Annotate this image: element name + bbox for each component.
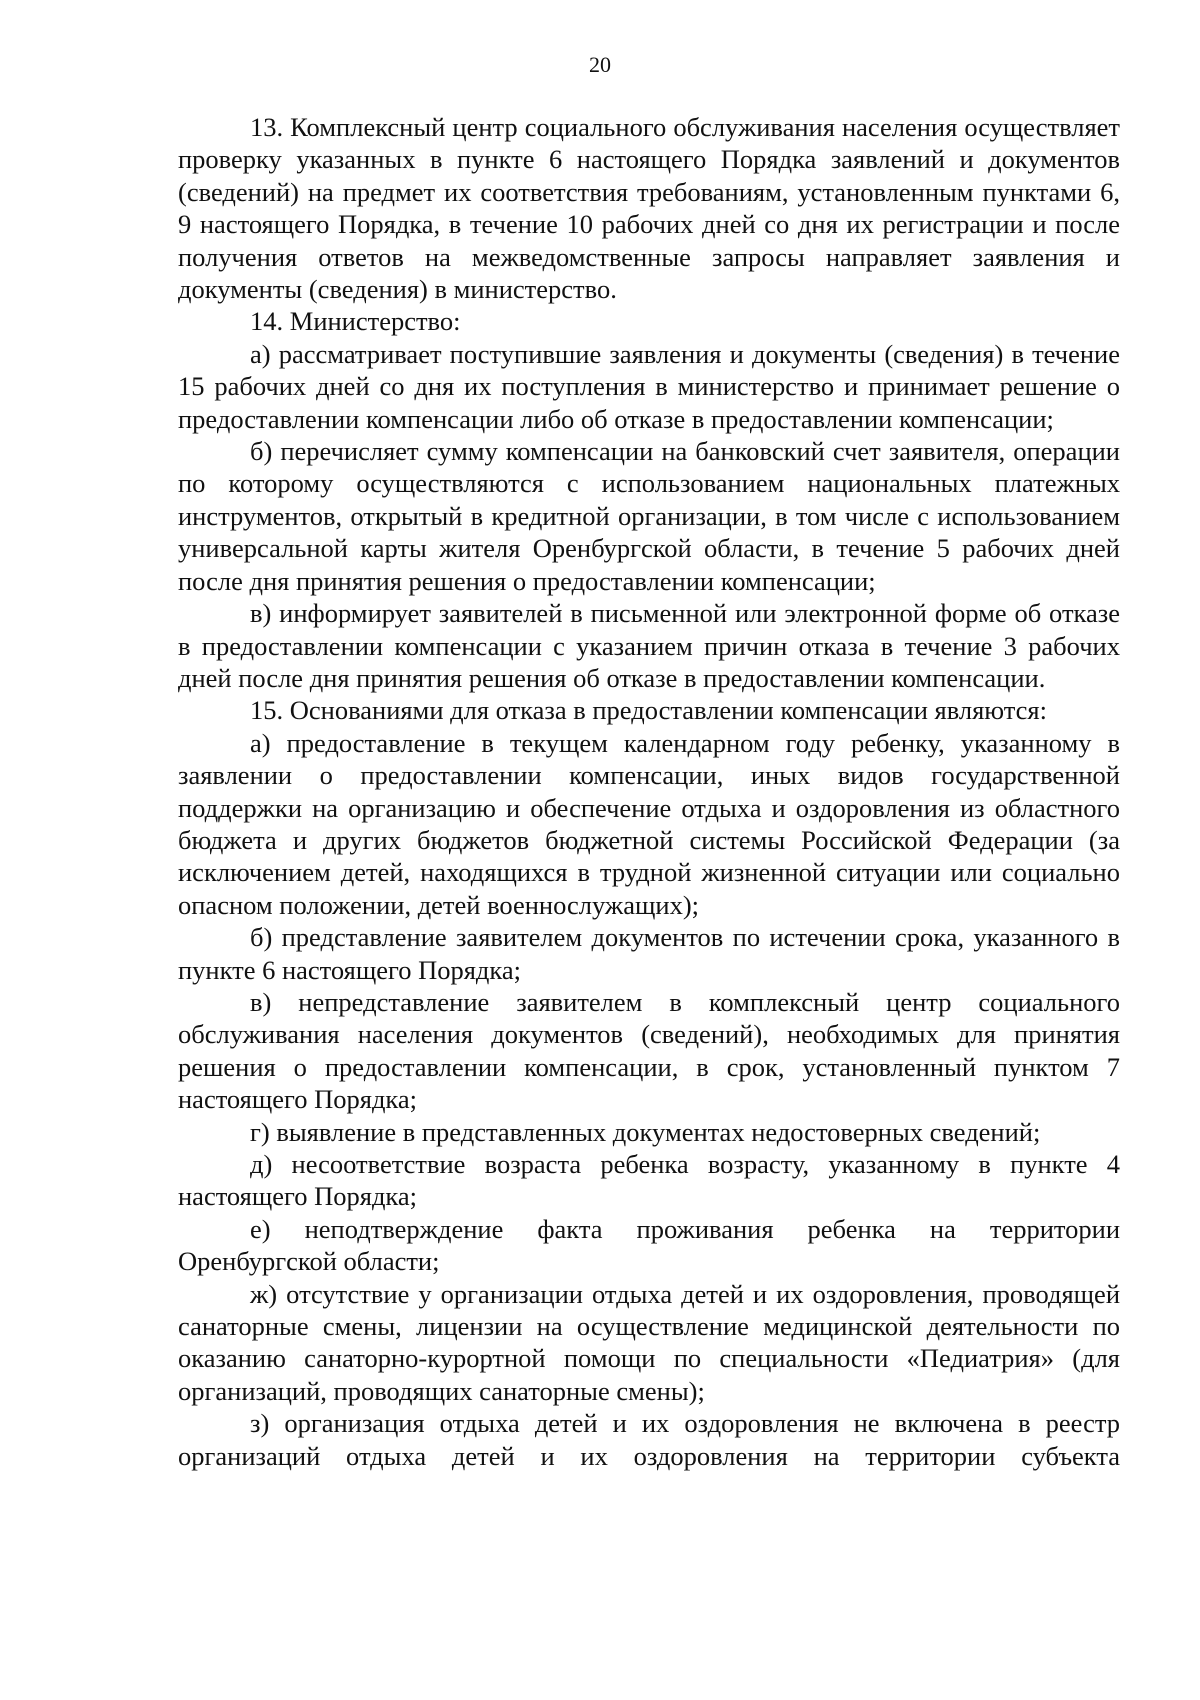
paragraph-15z: з) организация отдыха детей и их оздоровления не включена в реестр организаций отдыха детей и их оздоровления на территории субъекта [178, 1408, 1120, 1471]
paragraph-14a: а) рассматривает поступившие заявления и документы (сведения) в течение 15 рабочих дней со дня их поступления в министерство и принимает решение о предоставлении компенсации либо об отказе в предоставлении компенсации; [178, 338, 1120, 434]
paragraph-15a: а) предоставление в текущем календарном году ребенку, указанному в заявлении о предоставлении компенсации, иных видов государственной поддержки на организацию и обеспечение отдыха и оздоровления из областного бюджета и других бюджетов бюджетной системы Российской Федерации (за исключением детей, находящихся в трудной жизненной ситуации или социально опасном положении, детей военнослужащих); [178, 727, 1120, 920]
paragraph-15d: д) несоответствие возраста ребенка возрасту, указанному в пункте 4 настоящего Порядка; [178, 1149, 1120, 1212]
document-body [178, 111, 1120, 1472]
paragraph-14b: б) перечисляет сумму компенсации на банковский счет заявителя, операции по которому осуществляются с использованием национальных платежных инструментов, открытый в кредитной организации, в том числе с использованием универсальной карты жителя Оренбургской области, в течение 5 рабочих дней после дня принятия решения о предоставлении компенсации; [178, 436, 1120, 596]
paragraph-15v: в) непредставление заявителем в комплексный центр социального обслуживания населения документов (сведений), необходимых для принятия решения о предоставлении компенсации, в срок, установленный пунктом 7 настоящего Порядка; [178, 986, 1120, 1115]
paragraph-15g: г) выявление в представленных документах недостоверных сведений; [250, 1116, 1041, 1147]
paragraph-15: 15. Основаниями для отказа в предоставлении компенсации являются: [250, 695, 1047, 726]
page-number: 20 [589, 52, 611, 77]
paragraph-15b: б) представление заявителем документов по истечении срока, указанного в пункте 6 настоящего Порядка; [178, 922, 1120, 985]
paragraph-14: 14. Министерство: [250, 306, 461, 337]
paragraph-13: 13. Комплексный центр социального обслуживания населения осуществляет проверку указанных в пункте 6 настоящего Порядка заявлений и документов (сведений) на предмет их соответствия требованиям, установленным пунктами 6, 9 настоящего Порядка, в течение 10 рабочих дней со дня их регистрации и после получения ответов на межведомственные запросы направляет заявления и документы (сведения) в министерство. [178, 112, 1120, 305]
paragraph-15zh: ж) отсутствие у организации отдыха детей и их оздоровления, проводящей санаторные смены, лицензии на осуществление медицинской деятельности по оказанию санаторно-курортной помощи по специальности «Педиатрия» (для организаций, проводящих санаторные смены); [178, 1278, 1120, 1406]
paragraph-14v: в) информирует заявителей в письменной или электронной форме об отказе в предоставлении компенсации с указанием причин отказа в течение 3 рабочих дней после дня принятия решения об отказе в предоставлении компенсации. [178, 598, 1120, 693]
paragraph-15e: е) неподтверждение факта проживания ребенка на территории Оренбургской области; [178, 1213, 1120, 1277]
